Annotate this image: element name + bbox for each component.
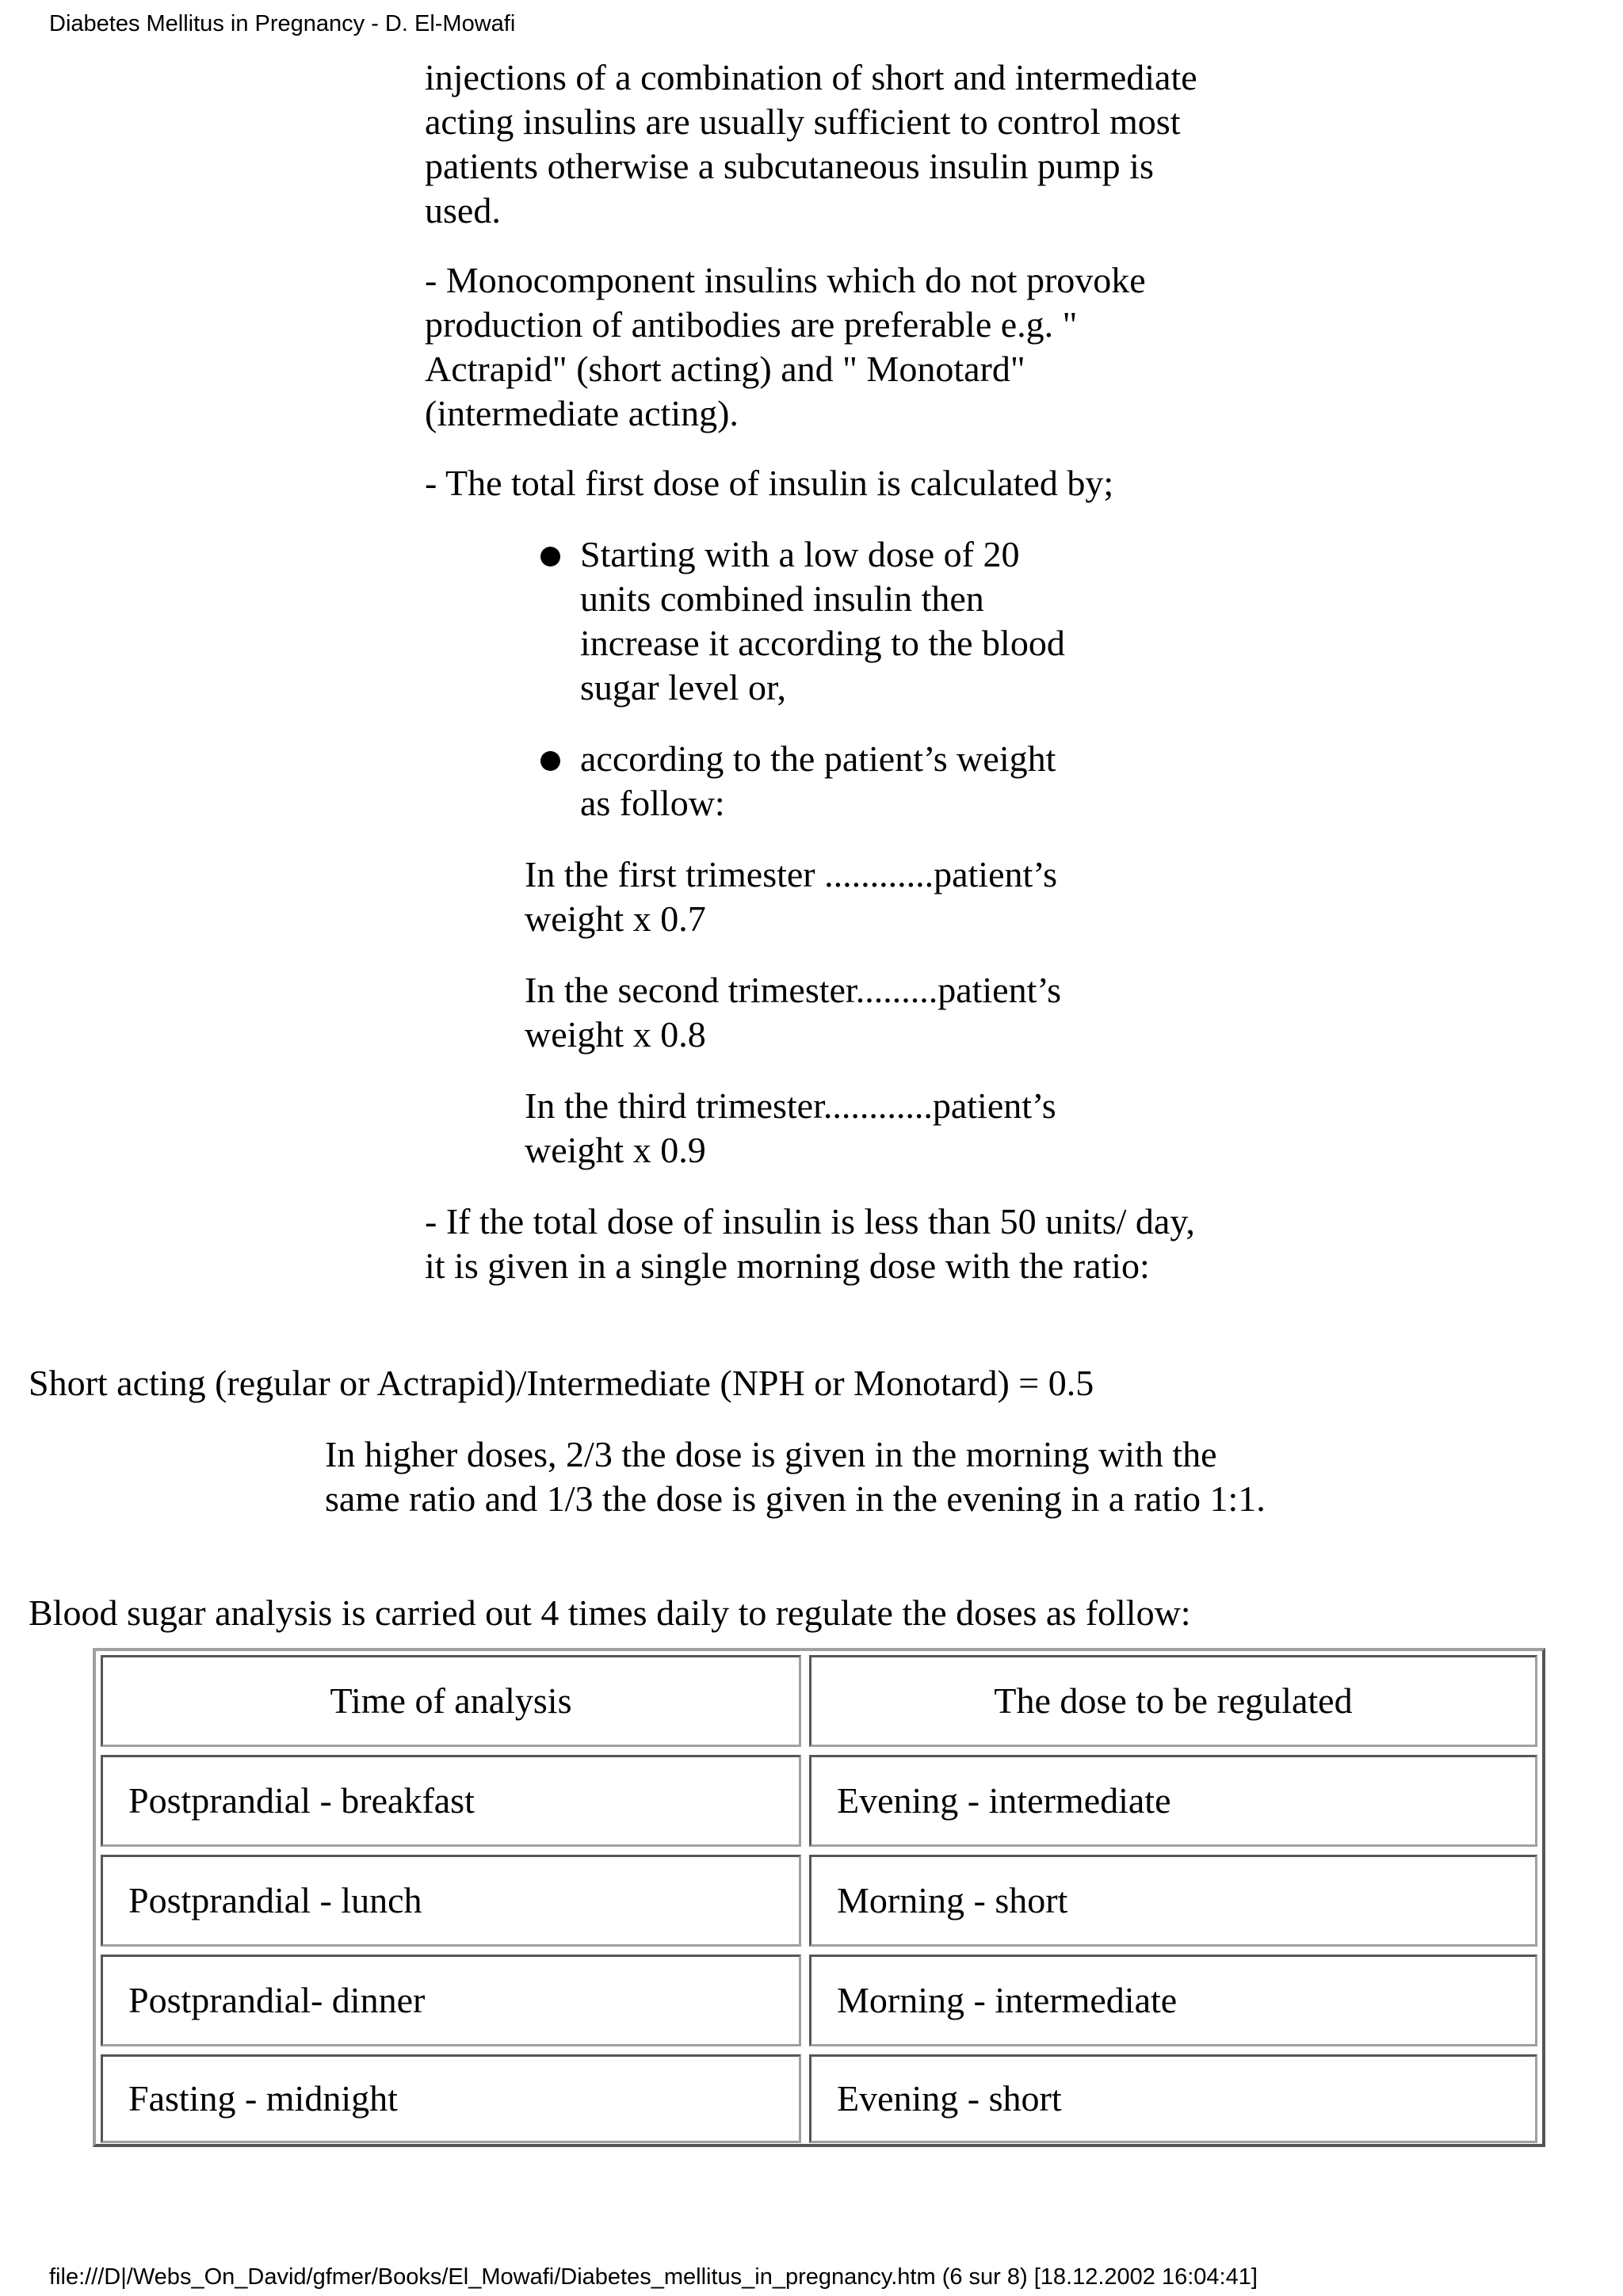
table-cell-dose: Evening - intermediate	[809, 1755, 1537, 1847]
dose-regulation-table	[93, 1648, 1545, 2147]
paragraph-blood-sugar: Blood sugar analysis is carried out 4 times daily to regulate the doses as follow:	[29, 1592, 1191, 1633]
trimester-first: In the first trimester ............patient’s weight x 0.7	[525, 854, 1057, 939]
trimester-third: In the third trimester............patient’s weight x 0.9	[525, 1085, 1056, 1170]
table-header-dose: The dose to be regulated	[809, 1655, 1537, 1747]
table-cell-dose: Morning - intermediate	[809, 1955, 1537, 2046]
ratio-line: Short acting (regular or Actrapid)/Intermediate (NPH or Monotard) = 0.5	[29, 1363, 1094, 1403]
table-cell-dose: Evening - short	[809, 2054, 1537, 2143]
bullet-item-weight	[580, 737, 1087, 826]
bullet-text: according to the patient’s weight as follow:	[580, 738, 1056, 823]
paragraph-higher-doses: In higher doses, 2/3 the dose is given in the morning with the same ratio and 1/3 the dose is given in the evening in a ratio 1:1.	[325, 1434, 1266, 1519]
bullet-item-low-dose	[580, 532, 1087, 710]
table-cell-time: Postprandial - lunch	[101, 1855, 801, 1947]
paragraph-less-than-50-units: - If the total dose of insulin is less than 50 units/ day, it is given in a single morning dose with the ratio:	[425, 1201, 1195, 1286]
bullet-icon	[540, 751, 560, 771]
page-footer-path: file:///D|/Webs_On_David/gfmer/Books/El_Mowafi/Diabetes_mellitus_in_pregnancy.htm (6 sur 8) [18.12.2002 16:04:41]	[49, 2264, 1258, 2290]
table-cell-time: Postprandial - breakfast	[101, 1755, 801, 1847]
table-cell-dose: Morning - short	[809, 1855, 1537, 1947]
trimester-second: In the second trimester.........patient’s weight x 0.8	[525, 970, 1062, 1055]
paragraph-monocomponent: - Monocomponent insulins which do not provoke production of antibodies are preferable e.g. " Actrapid" (short acting) and " Monotard" (intermediate acting).	[425, 260, 1146, 433]
table-cell-time: Postprandial- dinner	[101, 1955, 801, 2046]
paragraph-first-dose: - The total first dose of insulin is calculated by;	[425, 463, 1114, 503]
paragraph-insulin-intro: injections of a combination of short and intermediate acting insulins are usually sufficient to control most patients otherwise a subcutaneous insulin pump is used.	[425, 57, 1197, 231]
table-cell-time: Fasting - midnight	[101, 2054, 801, 2143]
page-header-title: Diabetes Mellitus in Pregnancy - D. El-Mowafi	[49, 11, 516, 36]
bullet-text: Starting with a low dose of 20 units combined insulin then increase it according to the blood sugar level or,	[580, 534, 1065, 707]
bullet-icon	[540, 547, 560, 566]
table-header-time: Time of analysis	[101, 1655, 801, 1747]
